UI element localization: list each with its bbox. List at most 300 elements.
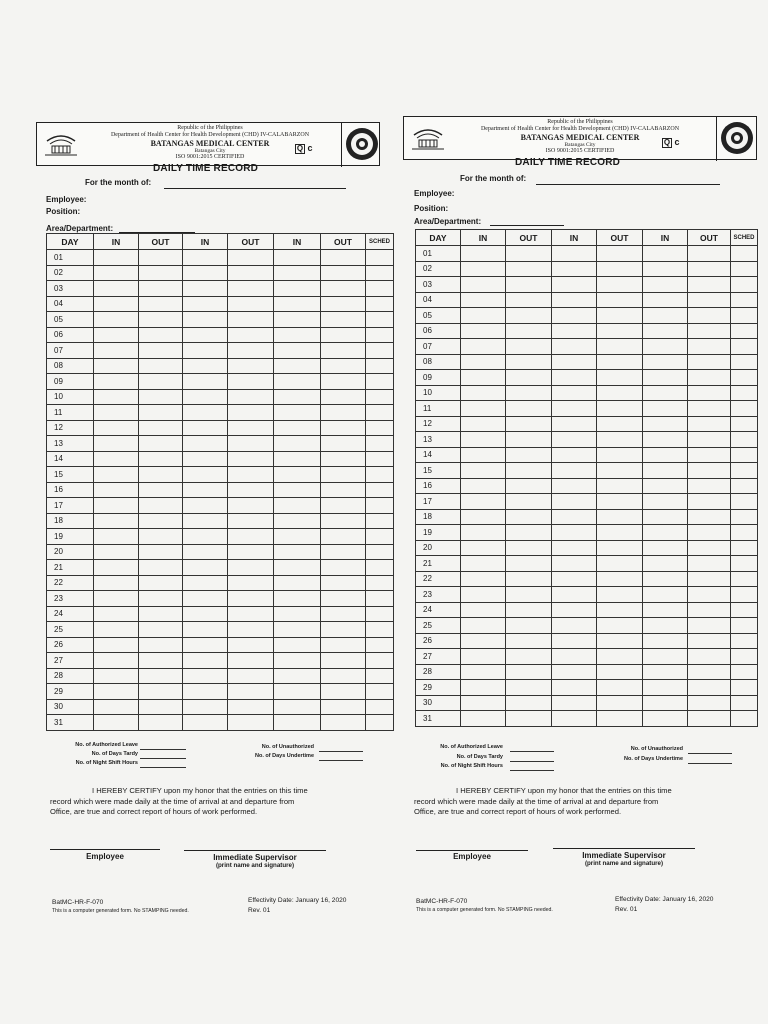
time-entry-cell[interactable] <box>597 416 643 432</box>
time-entry-cell[interactable] <box>139 312 183 328</box>
time-entry-cell[interactable] <box>321 606 366 622</box>
time-entry-cell[interactable] <box>688 478 731 494</box>
time-entry-cell[interactable] <box>183 668 228 684</box>
time-entry-cell[interactable] <box>228 436 274 452</box>
time-entry-cell[interactable] <box>506 370 552 386</box>
time-entry-cell[interactable] <box>597 587 643 603</box>
time-entry-cell[interactable] <box>597 354 643 370</box>
time-entry-cell[interactable] <box>228 467 274 483</box>
time-entry-cell[interactable] <box>552 246 597 262</box>
time-entry-cell[interactable] <box>366 389 394 405</box>
time-entry-cell[interactable] <box>552 354 597 370</box>
time-entry-cell[interactable] <box>139 327 183 343</box>
time-entry-cell[interactable] <box>643 664 688 680</box>
time-entry-cell[interactable] <box>688 432 731 448</box>
time-entry-cell[interactable] <box>643 509 688 525</box>
time-entry-cell[interactable] <box>552 711 597 727</box>
time-entry-cell[interactable] <box>366 327 394 343</box>
time-entry-cell[interactable] <box>228 358 274 374</box>
time-entry-cell[interactable] <box>228 265 274 281</box>
time-entry-cell[interactable] <box>274 358 321 374</box>
time-entry-cell[interactable] <box>321 591 366 607</box>
time-entry-cell[interactable] <box>183 343 228 359</box>
time-entry-cell[interactable] <box>183 467 228 483</box>
time-entry-cell[interactable] <box>94 405 139 421</box>
time-entry-cell[interactable] <box>552 277 597 293</box>
time-entry-cell[interactable] <box>461 339 506 355</box>
time-entry-cell[interactable] <box>321 637 366 653</box>
time-entry-cell[interactable] <box>552 664 597 680</box>
time-entry-cell[interactable] <box>731 633 758 649</box>
time-entry-cell[interactable] <box>731 649 758 665</box>
time-entry-cell[interactable] <box>183 529 228 545</box>
time-entry-cell[interactable] <box>366 265 394 281</box>
time-entry-cell[interactable] <box>321 405 366 421</box>
time-entry-cell[interactable] <box>552 540 597 556</box>
time-entry-cell[interactable] <box>552 525 597 541</box>
time-entry-cell[interactable] <box>643 711 688 727</box>
time-entry-cell[interactable] <box>274 668 321 684</box>
time-entry-cell[interactable] <box>597 463 643 479</box>
time-entry-cell[interactable] <box>688 695 731 711</box>
time-entry-cell[interactable] <box>461 261 506 277</box>
time-entry-cell[interactable] <box>274 622 321 638</box>
time-entry-cell[interactable] <box>366 250 394 266</box>
time-entry-cell[interactable] <box>183 281 228 297</box>
time-entry-cell[interactable] <box>506 680 552 696</box>
time-entry-cell[interactable] <box>274 250 321 266</box>
time-entry-cell[interactable] <box>366 436 394 452</box>
time-entry-cell[interactable] <box>506 633 552 649</box>
time-entry-cell[interactable] <box>139 529 183 545</box>
time-entry-cell[interactable] <box>94 281 139 297</box>
time-entry-cell[interactable] <box>643 385 688 401</box>
time-entry-cell[interactable] <box>643 277 688 293</box>
time-entry-cell[interactable] <box>274 684 321 700</box>
time-entry-cell[interactable] <box>366 575 394 591</box>
time-entry-cell[interactable] <box>461 540 506 556</box>
time-entry-cell[interactable] <box>643 587 688 603</box>
time-entry-cell[interactable] <box>139 451 183 467</box>
time-entry-cell[interactable] <box>94 498 139 514</box>
time-entry-cell[interactable] <box>688 463 731 479</box>
time-entry-cell[interactable] <box>643 695 688 711</box>
time-entry-cell[interactable] <box>274 591 321 607</box>
time-entry-cell[interactable] <box>94 451 139 467</box>
time-entry-cell[interactable] <box>688 571 731 587</box>
time-entry-cell[interactable] <box>228 699 274 715</box>
time-entry-cell[interactable] <box>643 525 688 541</box>
time-entry-cell[interactable] <box>274 575 321 591</box>
time-entry-cell[interactable] <box>94 374 139 390</box>
time-entry-cell[interactable] <box>366 312 394 328</box>
time-entry-cell[interactable] <box>643 432 688 448</box>
time-entry-cell[interactable] <box>688 385 731 401</box>
time-entry-cell[interactable] <box>139 653 183 669</box>
time-entry-cell[interactable] <box>688 633 731 649</box>
time-entry-cell[interactable] <box>461 587 506 603</box>
time-entry-cell[interactable] <box>94 591 139 607</box>
time-entry-cell[interactable] <box>506 525 552 541</box>
time-entry-cell[interactable] <box>643 540 688 556</box>
time-entry-cell[interactable] <box>274 327 321 343</box>
time-entry-cell[interactable] <box>139 544 183 560</box>
time-entry-cell[interactable] <box>321 265 366 281</box>
time-entry-cell[interactable] <box>506 664 552 680</box>
time-entry-cell[interactable] <box>506 509 552 525</box>
time-entry-cell[interactable] <box>552 385 597 401</box>
time-entry-cell[interactable] <box>461 525 506 541</box>
time-entry-cell[interactable] <box>688 401 731 417</box>
time-entry-cell[interactable] <box>731 246 758 262</box>
time-entry-cell[interactable] <box>139 606 183 622</box>
time-entry-cell[interactable] <box>461 385 506 401</box>
time-entry-cell[interactable] <box>228 560 274 576</box>
time-entry-cell[interactable] <box>183 327 228 343</box>
time-entry-cell[interactable] <box>461 323 506 339</box>
time-entry-cell[interactable] <box>552 509 597 525</box>
time-entry-cell[interactable] <box>274 513 321 529</box>
time-entry-cell[interactable] <box>731 540 758 556</box>
time-entry-cell[interactable] <box>506 308 552 324</box>
time-entry-cell[interactable] <box>461 509 506 525</box>
time-entry-cell[interactable] <box>552 370 597 386</box>
time-entry-cell[interactable] <box>139 296 183 312</box>
time-entry-cell[interactable] <box>183 606 228 622</box>
time-entry-cell[interactable] <box>461 370 506 386</box>
time-entry-cell[interactable] <box>274 544 321 560</box>
time-entry-cell[interactable] <box>552 401 597 417</box>
time-entry-cell[interactable] <box>643 571 688 587</box>
time-entry-cell[interactable] <box>506 401 552 417</box>
time-entry-cell[interactable] <box>321 436 366 452</box>
time-entry-cell[interactable] <box>506 602 552 618</box>
time-entry-cell[interactable] <box>183 637 228 653</box>
time-entry-cell[interactable] <box>597 680 643 696</box>
time-entry-cell[interactable] <box>183 544 228 560</box>
time-entry-cell[interactable] <box>506 277 552 293</box>
time-entry-cell[interactable] <box>552 649 597 665</box>
time-entry-cell[interactable] <box>228 684 274 700</box>
time-entry-cell[interactable] <box>506 432 552 448</box>
time-entry-cell[interactable] <box>597 525 643 541</box>
time-entry-cell[interactable] <box>274 498 321 514</box>
time-entry-cell[interactable] <box>731 695 758 711</box>
time-entry-cell[interactable] <box>139 343 183 359</box>
time-entry-cell[interactable] <box>94 715 139 731</box>
time-entry-cell[interactable] <box>731 339 758 355</box>
time-entry-cell[interactable] <box>597 571 643 587</box>
time-entry-cell[interactable] <box>643 261 688 277</box>
time-entry-cell[interactable] <box>94 482 139 498</box>
time-entry-cell[interactable] <box>183 498 228 514</box>
time-entry-cell[interactable] <box>183 699 228 715</box>
time-entry-cell[interactable] <box>321 250 366 266</box>
time-entry-cell[interactable] <box>274 312 321 328</box>
time-entry-cell[interactable] <box>461 432 506 448</box>
time-entry-cell[interactable] <box>597 602 643 618</box>
time-entry-cell[interactable] <box>139 389 183 405</box>
time-entry-cell[interactable] <box>321 575 366 591</box>
time-entry-cell[interactable] <box>228 653 274 669</box>
time-entry-cell[interactable] <box>183 715 228 731</box>
time-entry-cell[interactable] <box>94 250 139 266</box>
time-entry-cell[interactable] <box>506 246 552 262</box>
time-entry-cell[interactable] <box>461 649 506 665</box>
time-entry-cell[interactable] <box>183 389 228 405</box>
time-entry-cell[interactable] <box>321 327 366 343</box>
time-entry-cell[interactable] <box>643 602 688 618</box>
time-entry-cell[interactable] <box>274 606 321 622</box>
time-entry-cell[interactable] <box>183 436 228 452</box>
time-entry-cell[interactable] <box>94 265 139 281</box>
time-entry-cell[interactable] <box>366 668 394 684</box>
time-entry-cell[interactable] <box>731 556 758 572</box>
time-entry-cell[interactable] <box>731 292 758 308</box>
time-entry-cell[interactable] <box>94 296 139 312</box>
time-entry-cell[interactable] <box>94 513 139 529</box>
time-entry-cell[interactable] <box>731 385 758 401</box>
time-entry-cell[interactable] <box>643 354 688 370</box>
time-entry-cell[interactable] <box>688 308 731 324</box>
time-entry-cell[interactable] <box>183 358 228 374</box>
time-entry-cell[interactable] <box>506 385 552 401</box>
time-entry-cell[interactable] <box>461 618 506 634</box>
time-entry-cell[interactable] <box>274 699 321 715</box>
time-entry-cell[interactable] <box>183 374 228 390</box>
time-entry-cell[interactable] <box>139 575 183 591</box>
time-entry-cell[interactable] <box>731 478 758 494</box>
time-entry-cell[interactable] <box>228 544 274 560</box>
time-entry-cell[interactable] <box>688 339 731 355</box>
time-entry-cell[interactable] <box>731 401 758 417</box>
time-entry-cell[interactable] <box>139 420 183 436</box>
time-entry-cell[interactable] <box>274 374 321 390</box>
time-entry-cell[interactable] <box>688 494 731 510</box>
time-entry-cell[interactable] <box>321 699 366 715</box>
time-entry-cell[interactable] <box>183 296 228 312</box>
time-entry-cell[interactable] <box>597 540 643 556</box>
time-entry-cell[interactable] <box>94 560 139 576</box>
time-entry-cell[interactable] <box>731 354 758 370</box>
time-entry-cell[interactable] <box>366 358 394 374</box>
time-entry-cell[interactable] <box>139 591 183 607</box>
time-entry-cell[interactable] <box>461 494 506 510</box>
time-entry-cell[interactable] <box>688 354 731 370</box>
time-entry-cell[interactable] <box>461 680 506 696</box>
time-entry-cell[interactable] <box>688 680 731 696</box>
time-entry-cell[interactable] <box>688 277 731 293</box>
time-entry-cell[interactable] <box>461 711 506 727</box>
time-entry-cell[interactable] <box>94 668 139 684</box>
time-entry-cell[interactable] <box>366 451 394 467</box>
time-entry-cell[interactable] <box>731 602 758 618</box>
time-entry-cell[interactable] <box>597 277 643 293</box>
time-entry-cell[interactable] <box>94 653 139 669</box>
time-entry-cell[interactable] <box>506 571 552 587</box>
time-entry-cell[interactable] <box>643 416 688 432</box>
time-entry-cell[interactable] <box>366 281 394 297</box>
time-entry-cell[interactable] <box>731 447 758 463</box>
time-entry-cell[interactable] <box>643 618 688 634</box>
time-entry-cell[interactable] <box>688 246 731 262</box>
time-entry-cell[interactable] <box>688 711 731 727</box>
time-entry-cell[interactable] <box>597 246 643 262</box>
time-entry-cell[interactable] <box>274 467 321 483</box>
time-entry-cell[interactable] <box>183 513 228 529</box>
time-entry-cell[interactable] <box>643 370 688 386</box>
time-entry-cell[interactable] <box>731 571 758 587</box>
time-entry-cell[interactable] <box>139 265 183 281</box>
time-entry-cell[interactable] <box>139 622 183 638</box>
time-entry-cell[interactable] <box>274 281 321 297</box>
time-entry-cell[interactable] <box>274 265 321 281</box>
time-entry-cell[interactable] <box>94 544 139 560</box>
time-entry-cell[interactable] <box>597 385 643 401</box>
time-entry-cell[interactable] <box>552 695 597 711</box>
time-entry-cell[interactable] <box>228 420 274 436</box>
time-entry-cell[interactable] <box>321 529 366 545</box>
time-entry-cell[interactable] <box>366 374 394 390</box>
time-entry-cell[interactable] <box>731 587 758 603</box>
time-entry-cell[interactable] <box>688 540 731 556</box>
time-entry-cell[interactable] <box>688 323 731 339</box>
time-entry-cell[interactable] <box>183 265 228 281</box>
time-entry-cell[interactable] <box>688 664 731 680</box>
time-entry-cell[interactable] <box>183 312 228 328</box>
time-entry-cell[interactable] <box>321 343 366 359</box>
time-entry-cell[interactable] <box>94 420 139 436</box>
time-entry-cell[interactable] <box>274 420 321 436</box>
time-entry-cell[interactable] <box>321 653 366 669</box>
time-entry-cell[interactable] <box>461 695 506 711</box>
time-entry-cell[interactable] <box>597 509 643 525</box>
time-entry-cell[interactable] <box>461 602 506 618</box>
time-entry-cell[interactable] <box>597 633 643 649</box>
time-entry-cell[interactable] <box>94 699 139 715</box>
time-entry-cell[interactable] <box>366 560 394 576</box>
time-entry-cell[interactable] <box>643 292 688 308</box>
time-entry-cell[interactable] <box>643 478 688 494</box>
time-entry-cell[interactable] <box>274 451 321 467</box>
time-entry-cell[interactable] <box>139 467 183 483</box>
time-entry-cell[interactable] <box>228 451 274 467</box>
time-entry-cell[interactable] <box>731 370 758 386</box>
time-entry-cell[interactable] <box>731 509 758 525</box>
time-entry-cell[interactable] <box>228 312 274 328</box>
time-entry-cell[interactable] <box>552 494 597 510</box>
time-entry-cell[interactable] <box>597 664 643 680</box>
time-entry-cell[interactable] <box>321 374 366 390</box>
time-entry-cell[interactable] <box>731 525 758 541</box>
time-entry-cell[interactable] <box>139 358 183 374</box>
time-entry-cell[interactable] <box>643 463 688 479</box>
time-entry-cell[interactable] <box>321 684 366 700</box>
time-entry-cell[interactable] <box>597 308 643 324</box>
time-entry-cell[interactable] <box>274 436 321 452</box>
time-entry-cell[interactable] <box>228 715 274 731</box>
time-entry-cell[interactable] <box>228 250 274 266</box>
time-entry-cell[interactable] <box>366 544 394 560</box>
time-entry-cell[interactable] <box>688 509 731 525</box>
time-entry-cell[interactable] <box>506 354 552 370</box>
time-entry-cell[interactable] <box>228 327 274 343</box>
time-entry-cell[interactable] <box>228 343 274 359</box>
time-entry-cell[interactable] <box>643 494 688 510</box>
time-entry-cell[interactable] <box>139 482 183 498</box>
time-entry-cell[interactable] <box>597 323 643 339</box>
time-entry-cell[interactable] <box>506 339 552 355</box>
time-entry-cell[interactable] <box>461 292 506 308</box>
time-entry-cell[interactable] <box>321 467 366 483</box>
time-entry-cell[interactable] <box>366 482 394 498</box>
time-entry-cell[interactable] <box>506 494 552 510</box>
time-entry-cell[interactable] <box>552 463 597 479</box>
time-entry-cell[interactable] <box>597 618 643 634</box>
time-entry-cell[interactable] <box>94 575 139 591</box>
time-entry-cell[interactable] <box>183 405 228 421</box>
time-entry-cell[interactable] <box>228 482 274 498</box>
time-entry-cell[interactable] <box>731 261 758 277</box>
time-entry-cell[interactable] <box>366 498 394 514</box>
time-entry-cell[interactable] <box>552 556 597 572</box>
time-entry-cell[interactable] <box>321 451 366 467</box>
time-entry-cell[interactable] <box>731 618 758 634</box>
time-entry-cell[interactable] <box>731 463 758 479</box>
time-entry-cell[interactable] <box>274 296 321 312</box>
time-entry-cell[interactable] <box>228 513 274 529</box>
time-entry-cell[interactable] <box>366 622 394 638</box>
time-entry-cell[interactable] <box>731 416 758 432</box>
time-entry-cell[interactable] <box>321 358 366 374</box>
time-entry-cell[interactable] <box>597 401 643 417</box>
time-entry-cell[interactable] <box>688 525 731 541</box>
time-entry-cell[interactable] <box>228 281 274 297</box>
time-entry-cell[interactable] <box>94 637 139 653</box>
time-entry-cell[interactable] <box>321 513 366 529</box>
time-entry-cell[interactable] <box>183 250 228 266</box>
time-entry-cell[interactable] <box>506 478 552 494</box>
time-entry-cell[interactable] <box>461 447 506 463</box>
time-entry-cell[interactable] <box>228 637 274 653</box>
time-entry-cell[interactable] <box>461 633 506 649</box>
time-entry-cell[interactable] <box>94 436 139 452</box>
time-entry-cell[interactable] <box>688 602 731 618</box>
time-entry-cell[interactable] <box>688 292 731 308</box>
time-entry-cell[interactable] <box>688 618 731 634</box>
time-entry-cell[interactable] <box>228 668 274 684</box>
time-entry-cell[interactable] <box>643 556 688 572</box>
time-entry-cell[interactable] <box>321 296 366 312</box>
time-entry-cell[interactable] <box>183 591 228 607</box>
time-entry-cell[interactable] <box>321 281 366 297</box>
time-entry-cell[interactable] <box>506 618 552 634</box>
time-entry-cell[interactable] <box>506 416 552 432</box>
time-entry-cell[interactable] <box>366 699 394 715</box>
time-entry-cell[interactable] <box>274 529 321 545</box>
time-entry-cell[interactable] <box>597 432 643 448</box>
time-entry-cell[interactable] <box>321 312 366 328</box>
time-entry-cell[interactable] <box>506 711 552 727</box>
time-entry-cell[interactable] <box>461 246 506 262</box>
time-entry-cell[interactable] <box>183 653 228 669</box>
time-entry-cell[interactable] <box>506 556 552 572</box>
time-entry-cell[interactable] <box>139 436 183 452</box>
time-entry-cell[interactable] <box>228 389 274 405</box>
time-entry-cell[interactable] <box>461 463 506 479</box>
time-entry-cell[interactable] <box>597 494 643 510</box>
time-entry-cell[interactable] <box>552 416 597 432</box>
